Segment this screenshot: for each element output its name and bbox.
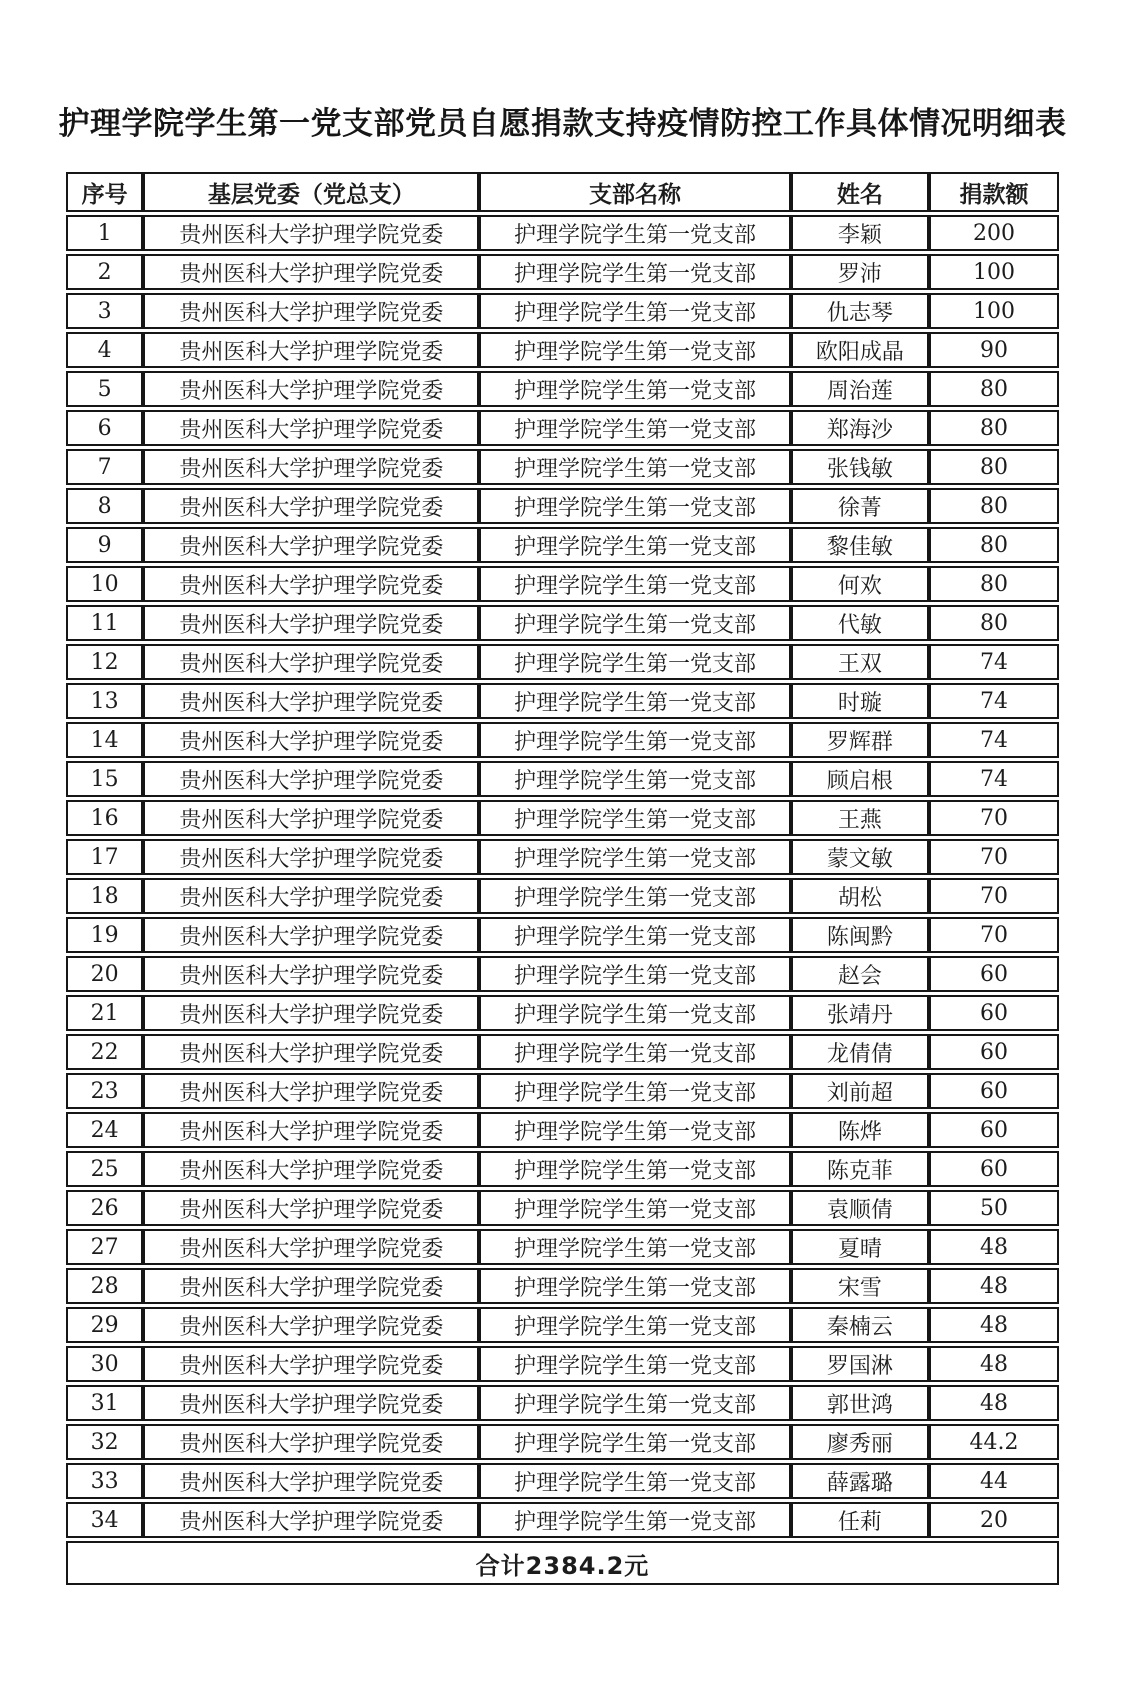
cell-committee: 贵州医科大学护理学院党委 [143,1502,479,1538]
cell-branch-name: 护理学院学生第一党支部 [479,449,790,485]
cell-committee: 贵州医科大学护理学院党委 [143,878,479,914]
cell-branch-name: 护理学院学生第一党支部 [479,527,790,563]
cell-person-name: 郭世鸿 [791,1385,929,1421]
cell-donation-amount: 60 [929,995,1059,1031]
cell-branch-name: 护理学院学生第一党支部 [479,683,790,719]
cell-person-name: 王双 [791,644,929,680]
cell-donation-amount: 48 [929,1307,1059,1343]
cell-person-name: 仇志琴 [791,293,929,329]
cell-person-name: 龙倩倩 [791,1034,929,1070]
total-row [66,1541,1059,1585]
cell-committee: 贵州医科大学护理学院党委 [143,917,479,953]
cell-branch-name: 护理学院学生第一党支部 [479,566,790,602]
cell-person-name: 李颖 [791,215,929,251]
table-row [66,1151,1059,1187]
cell-committee: 贵州医科大学护理学院党委 [143,956,479,992]
header-donation-amount: 捐款额 [929,172,1059,212]
cell-committee: 贵州医科大学护理学院党委 [143,644,479,680]
cell-person-name: 何欢 [791,566,929,602]
cell-serial-number: 9 [66,527,143,563]
cell-donation-amount: 100 [929,254,1059,290]
page-title: 护理学院学生第一党支部党员自愿捐款支持疫情防控工作具体情况明细表 [58,106,1067,142]
table-row [66,1112,1059,1148]
cell-committee: 贵州医科大学护理学院党委 [143,839,479,875]
cell-person-name: 宋雪 [791,1268,929,1304]
cell-committee: 贵州医科大学护理学院党委 [143,332,479,368]
cell-serial-number: 29 [66,1307,143,1343]
cell-committee: 贵州医科大学护理学院党委 [143,449,479,485]
cell-serial-number: 13 [66,683,143,719]
cell-branch-name: 护理学院学生第一党支部 [479,1346,790,1382]
cell-serial-number: 19 [66,917,143,953]
cell-branch-name: 护理学院学生第一党支部 [479,1268,790,1304]
cell-person-name: 薛露璐 [791,1463,929,1499]
cell-branch-name: 护理学院学生第一党支部 [479,410,790,446]
cell-branch-name: 护理学院学生第一党支部 [479,254,790,290]
cell-branch-name: 护理学院学生第一党支部 [479,644,790,680]
cell-person-name: 刘前超 [791,1073,929,1109]
table-row [66,1190,1059,1226]
cell-donation-amount: 44.2 [929,1424,1059,1460]
cell-person-name: 周治莲 [791,371,929,407]
cell-donation-amount: 60 [929,1034,1059,1070]
cell-serial-number: 21 [66,995,143,1031]
header-serial-number: 序号 [66,172,143,212]
cell-person-name: 秦楠云 [791,1307,929,1343]
cell-committee: 贵州医科大学护理学院党委 [143,1151,479,1187]
cell-branch-name: 护理学院学生第一党支部 [479,293,790,329]
cell-committee: 贵州医科大学护理学院党委 [143,1268,479,1304]
cell-serial-number: 25 [66,1151,143,1187]
cell-committee: 贵州医科大学护理学院党委 [143,761,479,797]
cell-serial-number: 34 [66,1502,143,1538]
cell-donation-amount: 60 [929,956,1059,992]
cell-committee: 贵州医科大学护理学院党委 [143,995,479,1031]
cell-person-name: 陈克菲 [791,1151,929,1187]
cell-branch-name: 护理学院学生第一党支部 [479,1112,790,1148]
table-row [66,371,1059,407]
table-row [66,839,1059,875]
cell-donation-amount: 100 [929,293,1059,329]
cell-branch-name: 护理学院学生第一党支部 [479,839,790,875]
cell-person-name: 胡松 [791,878,929,914]
cell-donation-amount: 70 [929,800,1059,836]
table-row [66,605,1059,641]
cell-committee: 贵州医科大学护理学院党委 [143,1424,479,1460]
cell-serial-number: 32 [66,1424,143,1460]
cell-committee: 贵州医科大学护理学院党委 [143,527,479,563]
cell-donation-amount: 80 [929,371,1059,407]
cell-serial-number: 33 [66,1463,143,1499]
cell-person-name: 赵会 [791,956,929,992]
cell-person-name: 王燕 [791,800,929,836]
cell-person-name: 黎佳敏 [791,527,929,563]
table-row [66,527,1059,563]
cell-serial-number: 2 [66,254,143,290]
header-committee: 基层党委（党总支） [143,172,479,212]
cell-branch-name: 护理学院学生第一党支部 [479,761,790,797]
cell-serial-number: 15 [66,761,143,797]
cell-person-name: 罗沛 [791,254,929,290]
cell-donation-amount: 90 [929,332,1059,368]
cell-serial-number: 18 [66,878,143,914]
cell-branch-name: 护理学院学生第一党支部 [479,1034,790,1070]
cell-serial-number: 10 [66,566,143,602]
cell-committee: 贵州医科大学护理学院党委 [143,1385,479,1421]
cell-branch-name: 护理学院学生第一党支部 [479,1151,790,1187]
cell-person-name: 罗国淋 [791,1346,929,1382]
cell-branch-name: 护理学院学生第一党支部 [479,371,790,407]
table-row [66,917,1059,953]
cell-branch-name: 护理学院学生第一党支部 [479,1385,790,1421]
cell-person-name: 陈烨 [791,1112,929,1148]
cell-donation-amount: 80 [929,449,1059,485]
cell-committee: 贵州医科大学护理学院党委 [143,371,479,407]
cell-branch-name: 护理学院学生第一党支部 [479,1463,790,1499]
cell-serial-number: 16 [66,800,143,836]
cell-committee: 贵州医科大学护理学院党委 [143,1112,479,1148]
cell-serial-number: 5 [66,371,143,407]
cell-committee: 贵州医科大学护理学院党委 [143,1463,479,1499]
cell-person-name: 郑海沙 [791,410,929,446]
table-row [66,1385,1059,1421]
cell-donation-amount: 74 [929,722,1059,758]
cell-donation-amount: 48 [929,1229,1059,1265]
cell-serial-number: 26 [66,1190,143,1226]
table-body [66,215,1059,1538]
cell-person-name: 任莉 [791,1502,929,1538]
table-row [66,215,1059,251]
table-row [66,1229,1059,1265]
cell-donation-amount: 74 [929,644,1059,680]
cell-person-name: 陈闽黔 [791,917,929,953]
table-row [66,449,1059,485]
cell-serial-number: 30 [66,1346,143,1382]
cell-donation-amount: 44 [929,1463,1059,1499]
cell-serial-number: 11 [66,605,143,641]
cell-person-name: 时璇 [791,683,929,719]
cell-donation-amount: 80 [929,605,1059,641]
cell-committee: 贵州医科大学护理学院党委 [143,1229,479,1265]
cell-donation-amount: 74 [929,761,1059,797]
table-row [66,1307,1059,1343]
table-row [66,1502,1059,1538]
cell-committee: 贵州医科大学护理学院党委 [143,800,479,836]
cell-branch-name: 护理学院学生第一党支部 [479,995,790,1031]
cell-branch-name: 护理学院学生第一党支部 [479,1502,790,1538]
cell-donation-amount: 20 [929,1502,1059,1538]
cell-branch-name: 护理学院学生第一党支部 [479,722,790,758]
table-row [66,995,1059,1031]
cell-donation-amount: 80 [929,527,1059,563]
cell-donation-amount: 200 [929,215,1059,251]
cell-donation-amount: 80 [929,488,1059,524]
cell-committee: 贵州医科大学护理学院党委 [143,605,479,641]
cell-donation-amount: 70 [929,839,1059,875]
cell-donation-amount: 80 [929,410,1059,446]
table-row [66,761,1059,797]
cell-serial-number: 24 [66,1112,143,1148]
cell-serial-number: 22 [66,1034,143,1070]
table-row [66,800,1059,836]
cell-donation-amount: 80 [929,566,1059,602]
cell-branch-name: 护理学院学生第一党支部 [479,956,790,992]
cell-committee: 贵州医科大学护理学院党委 [143,566,479,602]
cell-committee: 贵州医科大学护理学院党委 [143,293,479,329]
cell-person-name: 罗辉群 [791,722,929,758]
cell-serial-number: 12 [66,644,143,680]
cell-donation-amount: 60 [929,1073,1059,1109]
cell-serial-number: 28 [66,1268,143,1304]
table-row [66,566,1059,602]
cell-branch-name: 护理学院学生第一党支部 [479,332,790,368]
cell-donation-amount: 48 [929,1268,1059,1304]
cell-donation-amount: 70 [929,917,1059,953]
cell-committee: 贵州医科大学护理学院党委 [143,1190,479,1226]
cell-donation-amount: 60 [929,1151,1059,1187]
cell-serial-number: 20 [66,956,143,992]
table-row [66,410,1059,446]
cell-serial-number: 27 [66,1229,143,1265]
cell-serial-number: 14 [66,722,143,758]
cell-serial-number: 4 [66,332,143,368]
cell-serial-number: 31 [66,1385,143,1421]
cell-person-name: 代敏 [791,605,929,641]
table-row [66,293,1059,329]
cell-donation-amount: 48 [929,1346,1059,1382]
table-row [66,878,1059,914]
cell-serial-number: 17 [66,839,143,875]
cell-donation-amount: 74 [929,683,1059,719]
cell-committee: 贵州医科大学护理学院党委 [143,215,479,251]
cell-person-name: 欧阳成晶 [791,332,929,368]
cell-person-name: 张钱敏 [791,449,929,485]
cell-committee: 贵州医科大学护理学院党委 [143,683,479,719]
header-row [66,172,1059,212]
cell-serial-number: 23 [66,1073,143,1109]
table-header [66,172,1059,212]
cell-branch-name: 护理学院学生第一党支部 [479,1073,790,1109]
table-row [66,1346,1059,1382]
cell-donation-amount: 48 [929,1385,1059,1421]
cell-branch-name: 护理学院学生第一党支部 [479,917,790,953]
table-row [66,332,1059,368]
cell-person-name: 袁顺倩 [791,1190,929,1226]
header-person-name: 姓名 [791,172,929,212]
table-row [66,1424,1059,1460]
cell-committee: 贵州医科大学护理学院党委 [143,1307,479,1343]
cell-person-name: 徐菁 [791,488,929,524]
cell-person-name: 廖秀丽 [791,1424,929,1460]
cell-serial-number: 8 [66,488,143,524]
cell-donation-amount: 60 [929,1112,1059,1148]
cell-serial-number: 7 [66,449,143,485]
cell-branch-name: 护理学院学生第一党支部 [479,1424,790,1460]
cell-branch-name: 护理学院学生第一党支部 [479,605,790,641]
cell-branch-name: 护理学院学生第一党支部 [479,1229,790,1265]
cell-committee: 贵州医科大学护理学院党委 [143,1034,479,1070]
cell-person-name: 顾启根 [791,761,929,797]
cell-branch-name: 护理学院学生第一党支部 [479,800,790,836]
table-row [66,1073,1059,1109]
header-branch-name: 支部名称 [479,172,790,212]
cell-branch-name: 护理学院学生第一党支部 [479,488,790,524]
cell-person-name: 蒙文敏 [791,839,929,875]
cell-person-name: 夏晴 [791,1229,929,1265]
cell-committee: 贵州医科大学护理学院党委 [143,254,479,290]
cell-committee: 贵州医科大学护理学院党委 [143,722,479,758]
table-row [66,683,1059,719]
table-row [66,956,1059,992]
table-row [66,1463,1059,1499]
cell-serial-number: 3 [66,293,143,329]
cell-donation-amount: 70 [929,878,1059,914]
cell-donation-amount: 50 [929,1190,1059,1226]
table-row [66,722,1059,758]
cell-branch-name: 护理学院学生第一党支部 [479,215,790,251]
table-row [66,254,1059,290]
table-row [66,488,1059,524]
table-row [66,1268,1059,1304]
donation-table [66,169,1059,1588]
cell-serial-number: 6 [66,410,143,446]
cell-committee: 贵州医科大学护理学院党委 [143,488,479,524]
total-amount-label: 合计2384.2元 [66,1541,1059,1585]
cell-committee: 贵州医科大学护理学院党委 [143,1346,479,1382]
cell-person-name: 张靖丹 [791,995,929,1031]
table-row [66,1034,1059,1070]
cell-serial-number: 1 [66,215,143,251]
cell-committee: 贵州医科大学护理学院党委 [143,410,479,446]
cell-branch-name: 护理学院学生第一党支部 [479,1190,790,1226]
cell-branch-name: 护理学院学生第一党支部 [479,878,790,914]
table-footer [66,1541,1059,1585]
cell-committee: 贵州医科大学护理学院党委 [143,1073,479,1109]
cell-branch-name: 护理学院学生第一党支部 [479,1307,790,1343]
table-row [66,644,1059,680]
